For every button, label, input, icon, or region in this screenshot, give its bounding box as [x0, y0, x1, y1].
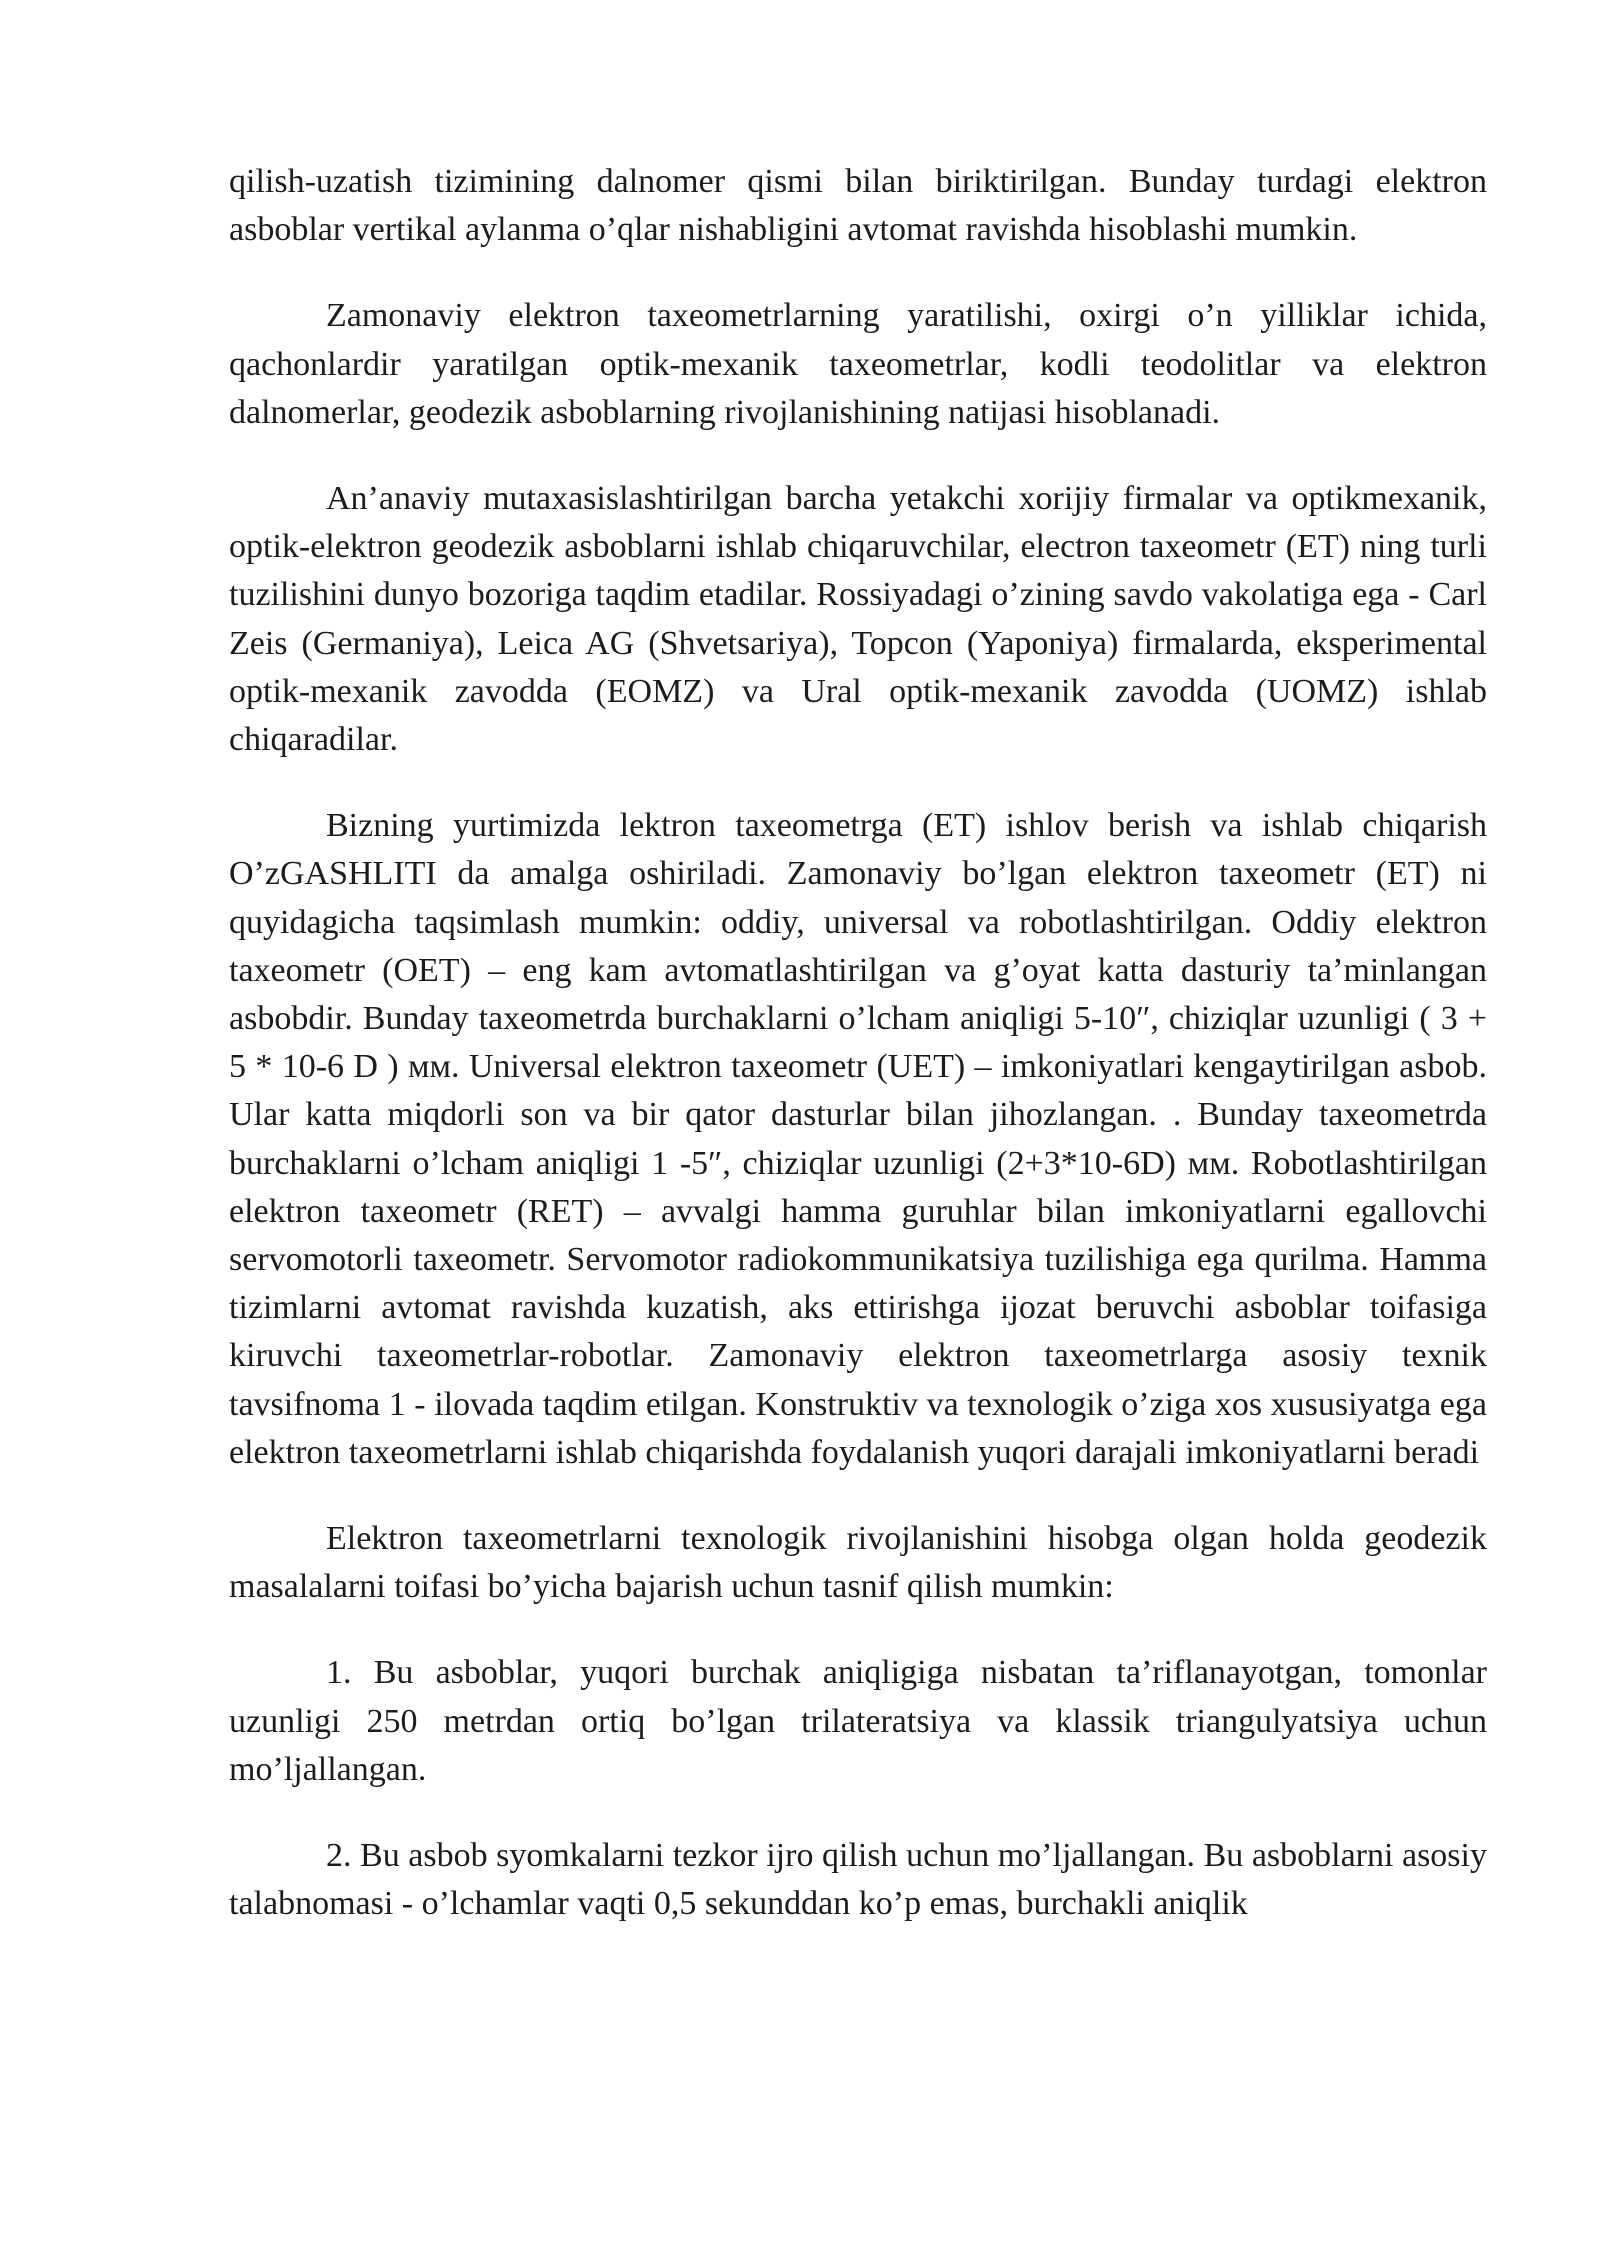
paragraph: Elektron taxeometrlarni texnologik rivojlanishini hisobga olgan holda geodezik masalalarni toifasi bo’yicha bajarish uchun tasnif qilish mumkin:	[229, 1520, 1487, 1606]
document-body	[229, 158, 1487, 1967]
paragraph: An’anaviy mutaxasislashtirilgan barcha yetakchi xorijiy firmalar va optikmexanik, optik-elektron geodezik asboblarni ishlab chiqaruvchilar, electron taxeometr (ET) ning turli tuzilishini dunyo bozoriga taqdim etadilar. Rossiyadagi o’zining savdo vakolatiga ega - Carl Zeis (Germaniya), Leica AG (Shvetsariya), Topcon (Yaponiya) firmalarda, eksperimental optik-mexanik zavodda (EOMZ) va Ural optik-mexanik zavodda (UOMZ) ishlab chiqaradilar.	[229, 480, 1487, 759]
paragraph: Zamonaviy elektron taxeometrlarning yaratilishi, oxirgi o’n yilliklar ichida, qachonlardir yaratilgan optik-mexanik taxeometrlar, kodli teodolitlar va elektron dalnomerlar, geodezik asboblarning rivojlanishining natijasi hisoblanadi.	[229, 297, 1487, 431]
list-item-paragraph: 1. Bu asboblar, yuqori burchak aniqligiga nisbatan ta’riflanayotgan, tomonlar uzunligi 250 metrdan ortiq bo’lgan trilateratsiya va klassik triangulyatsiya uchun mo’ljallangan.	[229, 1654, 1487, 1788]
paragraph: qilish-uzatish tizimining dalnomer qismi bilan biriktirilgan. Bunday turdagi elektron asboblar vertikal aylanma o’qlar nishabligini avtomat ravishda hisoblashi mumkin.	[229, 163, 1487, 249]
paragraph: Bizning yurtimizda lektron taxeometrga (ET) ishlov berish va ishlab chiqarish O’zGASHLITI da amalga oshiriladi. Zamonaviy bo’lgan elektron taxeometr (ET) ni quyidagicha taqsimlash mumkin: oddiy, universal va robotlashtirilgan. Oddiy elektron taxeometr (OET) – eng kam avtomatlashtirilgan va g’oyat katta dasturiy ta’minlangan asbobdir. Bunday taxeometrda burchaklarni o’lcham aniqligi 5-10″, chiziqlar uzunligi ( 3 + 5 * 10-6 D ) мм. Universal elektron taxeometr (UET) – imkoniyatlari kengaytirilgan asbob. Ular katta miqdorli son va bir qator dasturlar bilan jihozlangan. . Bunday taxeometrda burchaklarni o’lcham aniqligi 1 -5″, chiziqlar uzunligi (2+3*10-6D) мм. Robotlashtirilgan elektron taxeometr (RET) – avvalgi hamma guruhlar bilan imkoniyatlarni egallovchi servomotorli taxeometr. Servomotor radiokommunikatsiya tuzilishiga ega qurilma. Hamma tizimlarni avtomat ravishda kuzatish, aks ettirishga ijozat beruvchi asboblar toifasiga kiruvchi taxeometrlar-robotlar. Zamonaviy elektron taxeometrlarga asosiy texnik tavsifnoma 1 - ilovada taqdim etilgan. Konstruktiv va texnologik o’ziga xos xususiyatga ega elektron taxeometrlarni ishlab chiqarishda foydalanish yuqori darajali imkoniyatlarni beradi	[229, 807, 1487, 1471]
list-item-paragraph: 2. Bu asbob syomkalarni tezkor ijro qilish uchun mo’ljallangan. Bu asboblarni asosiy talabnomasi - o’lchamlar vaqti 0,5 sekunddan ko’p emas, burchakli aniqlik	[229, 1837, 1487, 1923]
